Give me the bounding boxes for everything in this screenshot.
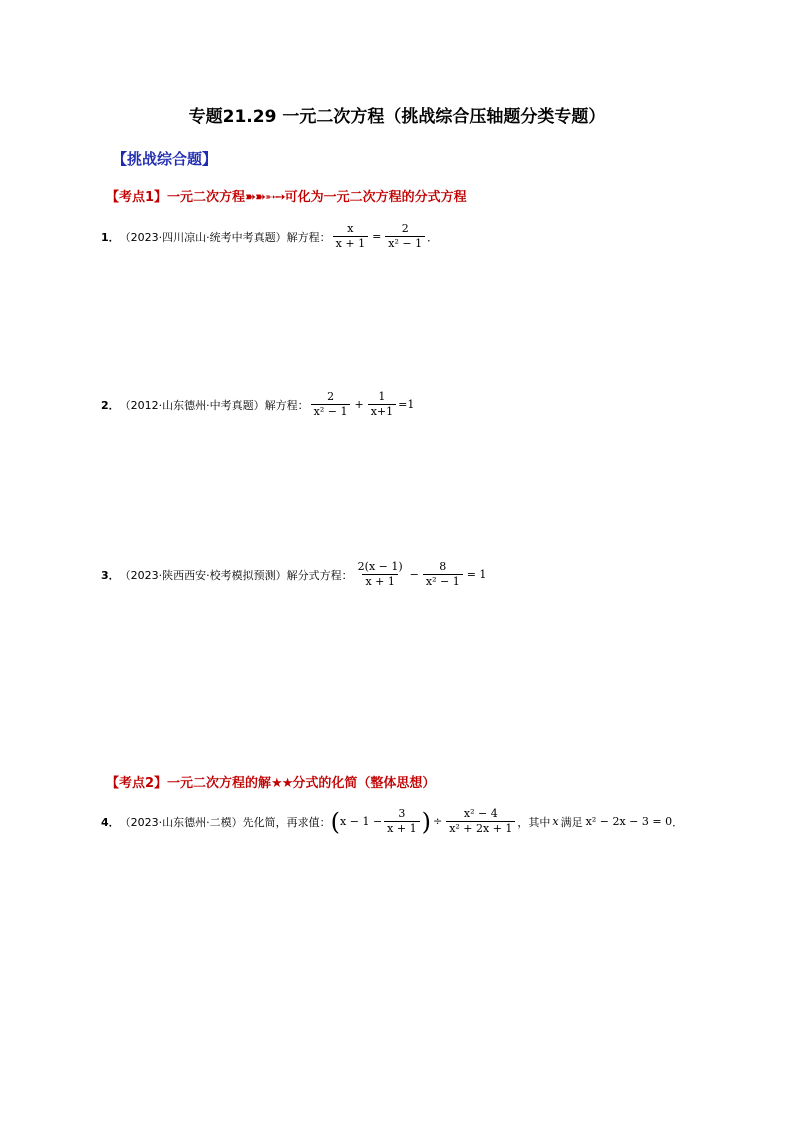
condition-variable: x: [552, 815, 559, 828]
fraction: [368, 390, 396, 419]
question-3-number: 3．: [101, 568, 120, 582]
kaodian-2-heading: [106, 772, 435, 791]
period: ．: [427, 230, 439, 244]
equals-sign: =: [372, 230, 382, 243]
question-4-expression: [331, 807, 518, 836]
kaodian-2-label: 【考点2】一元二次方程的解: [106, 776, 272, 791]
question-3: [101, 560, 488, 589]
fraction: [384, 807, 419, 836]
division-sign: ÷: [432, 815, 443, 828]
page-title: 专题21.29 一元二次方程（挑战综合压轴题分类专题）: [188, 107, 606, 127]
fraction: [423, 560, 463, 589]
kaodian-1-text: 可化为一元二次方程的分式方程: [284, 190, 467, 205]
numerator: 2: [327, 390, 335, 403]
fraction: [311, 390, 351, 419]
denominator: x + 1: [333, 236, 368, 251]
kaodian-1-label: 【考点1】一元二次方程: [106, 190, 246, 205]
numerator: 2: [401, 222, 409, 235]
question-2-number: 2．: [101, 398, 120, 412]
denominator: x² − 1: [385, 236, 425, 251]
question-4-source: （2023·山东德州·二模）先化简，再求值：: [119, 815, 331, 829]
question-2: [101, 390, 414, 419]
fraction: [446, 807, 515, 836]
denominator: x² + 2x + 1: [446, 821, 515, 836]
equation-tail: =1: [398, 398, 415, 411]
question-1-equation: [331, 222, 438, 251]
fraction: [333, 222, 368, 251]
numerator: 3: [398, 807, 406, 820]
question-2-source: （2012·山东德州·中考真题）解方程：: [119, 398, 309, 412]
condition-prefix: ，其中: [517, 815, 551, 829]
kaodian-1-heading: [106, 186, 467, 205]
question-1-source: （2023·四川凉山·统考中考真题）解方程：: [119, 230, 331, 244]
left-paren: (: [330, 807, 341, 836]
question-4-number: 4．: [101, 815, 120, 829]
denominator: x² − 1: [311, 404, 351, 419]
question-4: [101, 807, 683, 836]
question-3-source: （2023·陕西西安·校考模拟预测）解分式方程：: [119, 568, 353, 582]
plus-sign: +: [354, 398, 364, 411]
condition-equation: x² − 2x − 3 = 0: [585, 815, 673, 828]
numerator: x: [347, 222, 354, 235]
question-3-equation: [353, 560, 489, 589]
kaodian-2-text: 分式的化简（整体思想）: [292, 776, 436, 791]
inner-expression: x − 1 −: [340, 815, 383, 828]
star-decoration-icon: ★★: [271, 776, 293, 791]
numerator: x² − 4: [463, 807, 498, 820]
numerator: 2(x − 1): [357, 560, 403, 573]
denominator: x + 1: [384, 821, 419, 836]
denominator: x + 1: [362, 574, 397, 589]
arrow-decoration-icon: ➽➽➵➙: [245, 190, 285, 205]
denominator: x² − 1: [423, 574, 463, 589]
numerator: 8: [439, 560, 447, 573]
fraction: [385, 222, 425, 251]
question-1-number: 1．: [101, 230, 120, 244]
right-paren: ): [421, 807, 431, 836]
question-1: [101, 222, 438, 251]
denominator: x+1: [368, 404, 396, 419]
fraction: [355, 560, 406, 589]
condition-middle: 满足: [560, 815, 583, 829]
question-2-equation: [309, 390, 415, 419]
equation-tail: = 1: [466, 568, 487, 581]
section-heading: 【挑战综合题】: [112, 150, 218, 168]
period: ．: [672, 815, 684, 829]
numerator: 1: [378, 390, 386, 403]
minus-sign: −: [409, 568, 419, 581]
